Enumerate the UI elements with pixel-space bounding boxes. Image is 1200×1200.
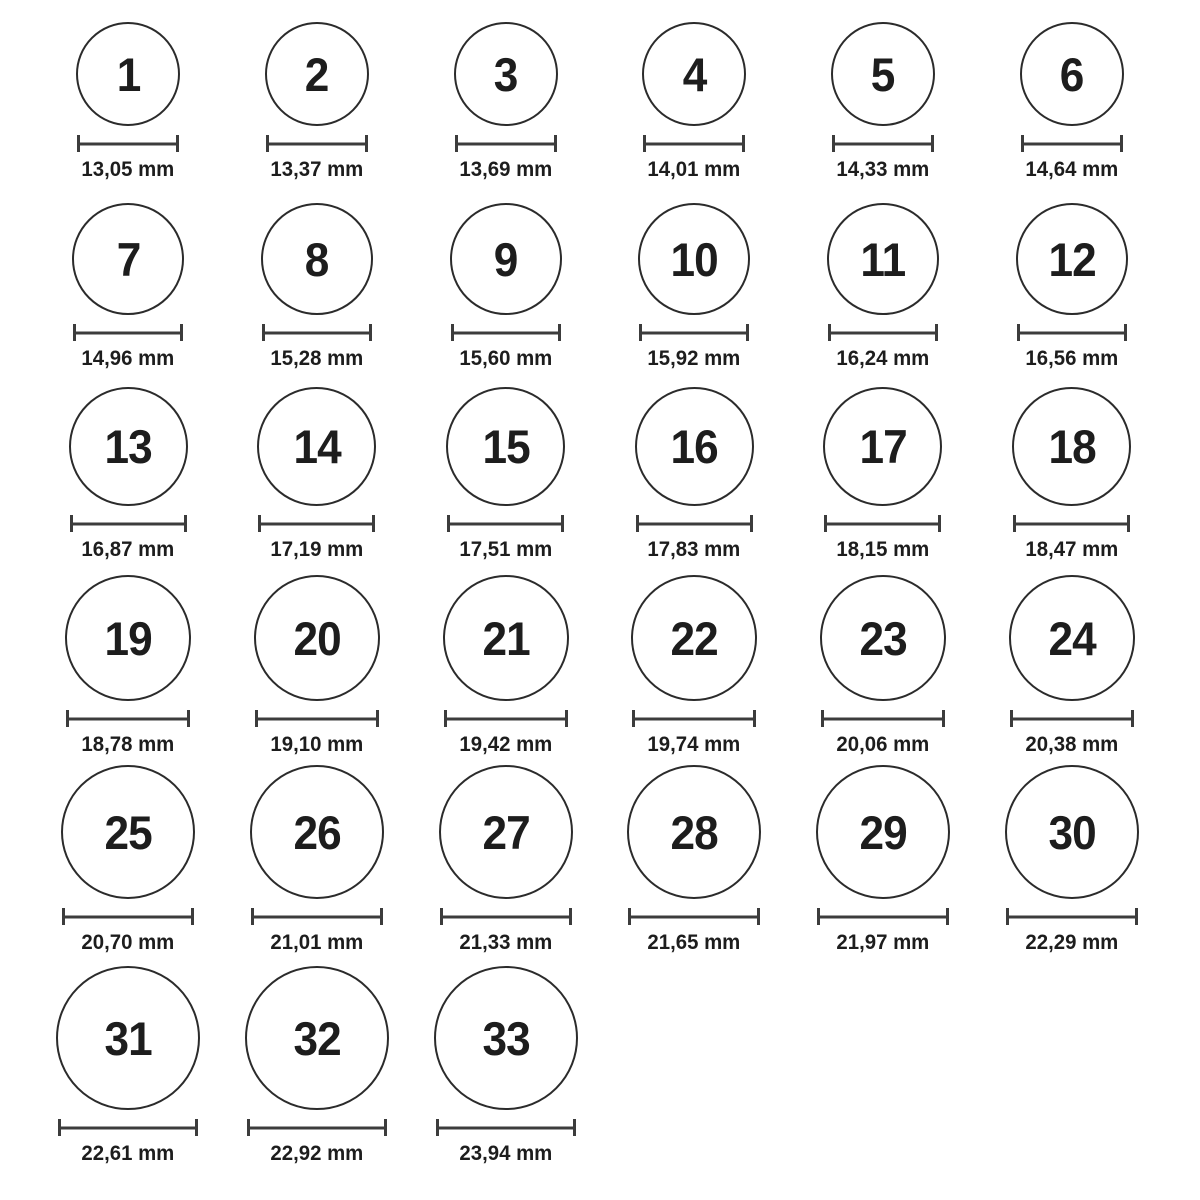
ruler-right-tick xyxy=(1124,324,1127,341)
ring-circle xyxy=(642,22,746,126)
ruler-line xyxy=(823,717,943,720)
diameter-label: 14,96 mm xyxy=(81,347,175,370)
ring-size-number: 30 xyxy=(1048,805,1096,859)
diameter-label: 17,19 mm xyxy=(270,538,364,561)
ruler-line xyxy=(819,915,947,918)
diameter-ruler-icon xyxy=(817,908,949,925)
chart-row-6 xyxy=(34,962,1166,1174)
ruler-right-tick xyxy=(1131,710,1134,727)
ruler-line xyxy=(641,331,747,334)
diameter-label: 18,15 mm xyxy=(836,538,930,561)
ring-size-cell xyxy=(223,190,412,379)
ring-size-number: 4 xyxy=(682,47,707,101)
diameter-label: 22,61 mm xyxy=(81,1142,175,1165)
ring-size-cell xyxy=(977,190,1166,379)
diameter-label: 23,94 mm xyxy=(459,1142,553,1165)
diameter-ruler-icon xyxy=(444,710,568,727)
diameter-ruler-icon xyxy=(628,908,760,925)
ruler-right-tick xyxy=(753,710,756,727)
ruler-right-tick xyxy=(187,710,190,727)
ruler-right-tick xyxy=(384,1119,387,1136)
diameter-label: 22,29 mm xyxy=(1025,931,1119,954)
ring-size-cell xyxy=(411,962,600,1174)
ring-size-number: 5 xyxy=(871,47,895,101)
ring-circle xyxy=(831,22,935,126)
ruler-right-tick xyxy=(573,1119,576,1136)
diameter-label: 17,51 mm xyxy=(459,538,553,561)
ring-size-number: 3 xyxy=(493,47,518,101)
diameter-ruler-icon xyxy=(643,135,745,152)
ring-size-cell xyxy=(411,570,600,765)
diameter-ruler-icon xyxy=(73,324,183,341)
ruler-line xyxy=(1008,915,1136,918)
ring-circle xyxy=(816,765,950,899)
diameter-label: 16,24 mm xyxy=(836,347,930,370)
ring-size-number: 17 xyxy=(859,420,907,473)
diameter-ruler-icon xyxy=(639,324,749,341)
ring-size-cell xyxy=(789,190,978,379)
ring-size-number: 23 xyxy=(859,611,907,665)
diameter-ruler-icon xyxy=(66,710,190,727)
diameter-label: 13,37 mm xyxy=(270,158,364,181)
diameter-ruler-icon xyxy=(1010,710,1134,727)
ruler-line xyxy=(449,522,562,525)
ring-size-number: 7 xyxy=(116,232,141,286)
ring-size-number: 26 xyxy=(293,805,341,859)
ring-size-number: 6 xyxy=(1059,47,1084,101)
ruler-right-tick xyxy=(180,324,183,341)
ruler-line xyxy=(1015,522,1128,525)
ruler-right-tick xyxy=(191,908,194,925)
ring-circle xyxy=(61,765,195,899)
ring-size-cell xyxy=(600,379,789,570)
diameter-label: 20,70 mm xyxy=(81,931,175,954)
ring-size-number: 15 xyxy=(482,420,530,473)
chart-row-4 xyxy=(34,570,1166,765)
diameter-label: 21,65 mm xyxy=(647,931,741,954)
ring-size-number: 16 xyxy=(670,420,718,473)
ruler-line xyxy=(1019,331,1125,334)
ring-size-cell xyxy=(411,765,600,963)
ring-circle xyxy=(1016,203,1128,315)
ring-size-number: 2 xyxy=(305,47,329,101)
ring-size-number: 33 xyxy=(482,1011,530,1065)
ring-size-cell xyxy=(789,570,978,765)
ring-size-cell xyxy=(223,0,412,190)
ruler-line xyxy=(260,522,373,525)
ring-circle xyxy=(827,203,939,315)
ring-size-cell xyxy=(789,379,978,570)
diameter-label: 18,47 mm xyxy=(1025,538,1119,561)
ruler-line xyxy=(1023,142,1121,145)
diameter-ruler-icon xyxy=(1021,135,1123,152)
ring-size-number: 31 xyxy=(104,1011,152,1065)
diameter-label: 16,56 mm xyxy=(1025,347,1119,370)
diameter-ruler-icon xyxy=(247,1119,387,1136)
ring-size-number: 32 xyxy=(293,1011,341,1065)
diameter-ruler-icon xyxy=(447,515,564,532)
ruler-line xyxy=(830,331,936,334)
ruler-right-tick xyxy=(935,324,938,341)
ruler-right-tick xyxy=(369,324,372,341)
ruler-line xyxy=(79,142,177,145)
diameter-ruler-icon xyxy=(70,515,187,532)
ring-size-cell xyxy=(411,190,600,379)
ruler-line xyxy=(638,522,751,525)
ring-size-cell xyxy=(600,190,789,379)
ruler-line xyxy=(630,915,758,918)
ring-circle xyxy=(446,387,565,506)
ring-circle xyxy=(265,22,369,126)
ring-size-number: 13 xyxy=(104,420,152,473)
ring-circle xyxy=(1009,575,1135,701)
ruler-line xyxy=(442,915,570,918)
diameter-ruler-icon xyxy=(1013,515,1130,532)
ring-circle xyxy=(443,575,569,701)
ruler-line xyxy=(257,717,377,720)
ring-circle xyxy=(439,765,573,899)
ring-size-cell xyxy=(34,190,223,379)
ring-size-number: 11 xyxy=(860,232,906,286)
diameter-ruler-icon xyxy=(440,908,572,925)
ring-circle xyxy=(635,387,754,506)
ruler-right-tick xyxy=(565,710,568,727)
ruler-line xyxy=(253,915,381,918)
ruler-right-tick xyxy=(554,135,557,152)
diameter-label: 20,06 mm xyxy=(836,733,930,756)
ring-size-cell xyxy=(223,379,412,570)
ruler-line xyxy=(834,142,932,145)
diameter-ruler-icon xyxy=(451,324,561,341)
diameter-label: 21,33 mm xyxy=(459,931,553,954)
ruler-right-tick xyxy=(1120,135,1123,152)
diameter-label: 15,60 mm xyxy=(459,347,553,370)
diameter-ruler-icon xyxy=(632,710,756,727)
ruler-right-tick xyxy=(365,135,368,152)
ring-size-cell xyxy=(34,379,223,570)
ruler-right-tick xyxy=(750,515,753,532)
ruler-right-tick xyxy=(195,1119,198,1136)
ruler-right-tick xyxy=(380,908,383,925)
diameter-ruler-icon xyxy=(436,1119,576,1136)
diameter-ruler-icon xyxy=(266,135,368,152)
ring-size-cell xyxy=(600,0,789,190)
diameter-ruler-icon xyxy=(255,710,379,727)
ruler-right-tick xyxy=(176,135,179,152)
ring-size-cell xyxy=(600,570,789,765)
diameter-label: 17,83 mm xyxy=(647,538,741,561)
ruler-line xyxy=(826,522,939,525)
ring-circle xyxy=(69,387,188,506)
diameter-label: 14,01 mm xyxy=(647,158,741,181)
diameter-label: 18,78 mm xyxy=(81,733,175,756)
ring-circle xyxy=(627,765,761,899)
ruler-right-tick xyxy=(742,135,745,152)
ring-size-number: 20 xyxy=(293,611,341,665)
diameter-ruler-icon xyxy=(1006,908,1138,925)
ruler-line xyxy=(68,717,188,720)
ring-size-cell xyxy=(789,765,978,963)
diameter-ruler-icon xyxy=(824,515,941,532)
ring-size-number: 8 xyxy=(305,232,329,286)
ring-circle xyxy=(257,387,376,506)
ring-size-cell xyxy=(34,765,223,963)
ring-circle xyxy=(454,22,558,126)
ruler-line xyxy=(72,522,185,525)
ruler-line xyxy=(438,1126,574,1129)
ring-circle xyxy=(261,203,373,315)
ring-circle xyxy=(820,575,946,701)
ring-size-cell xyxy=(411,0,600,190)
ring-size-cell xyxy=(34,0,223,190)
diameter-label: 21,01 mm xyxy=(270,931,364,954)
ring-size-number: 22 xyxy=(670,611,718,665)
ring-size-number: 18 xyxy=(1048,420,1096,473)
ruler-right-tick xyxy=(938,515,941,532)
ruler-right-tick xyxy=(942,710,945,727)
diameter-ruler-icon xyxy=(251,908,383,925)
ring-circle xyxy=(254,575,380,701)
chart-row-2 xyxy=(34,190,1166,379)
ring-size-number: 25 xyxy=(104,805,152,859)
ring-circle xyxy=(250,765,384,899)
ring-size-cell xyxy=(223,765,412,963)
ruler-line xyxy=(446,717,566,720)
ring-circle xyxy=(72,203,184,315)
ring-size-number: 28 xyxy=(670,805,718,859)
ruler-line xyxy=(60,1126,196,1129)
diameter-ruler-icon xyxy=(62,908,194,925)
diameter-label: 13,69 mm xyxy=(459,158,553,181)
ruler-line xyxy=(75,331,181,334)
ruler-right-tick xyxy=(184,515,187,532)
ruler-right-tick xyxy=(561,515,564,532)
ring-size-cell xyxy=(34,962,223,1174)
diameter-label: 13,05 mm xyxy=(81,158,175,181)
ruler-right-tick xyxy=(372,515,375,532)
ruler-line xyxy=(457,142,555,145)
ruler-line xyxy=(249,1126,385,1129)
ruler-right-tick xyxy=(946,908,949,925)
ruler-line xyxy=(264,331,370,334)
diameter-label: 14,33 mm xyxy=(836,158,930,181)
diameter-ruler-icon xyxy=(258,515,375,532)
ruler-line xyxy=(1012,717,1132,720)
diameter-label: 15,28 mm xyxy=(270,347,364,370)
ring-circle xyxy=(1005,765,1139,899)
ring-size-cell xyxy=(223,570,412,765)
ruler-right-tick xyxy=(376,710,379,727)
diameter-label: 14,64 mm xyxy=(1025,158,1119,181)
ring-size-cell xyxy=(789,0,978,190)
ring-circle xyxy=(56,966,200,1110)
ruler-right-tick xyxy=(746,324,749,341)
diameter-ruler-icon xyxy=(828,324,938,341)
ring-circle xyxy=(450,203,562,315)
ring-size-number: 1 xyxy=(116,47,141,101)
diameter-label: 16,87 mm xyxy=(81,538,175,561)
diameter-ruler-icon xyxy=(262,324,372,341)
ring-size-cell xyxy=(977,570,1166,765)
diameter-label: 19,42 mm xyxy=(459,733,553,756)
diameter-ruler-icon xyxy=(636,515,753,532)
diameter-ruler-icon xyxy=(832,135,934,152)
ring-size-number: 12 xyxy=(1048,232,1096,286)
ruler-line xyxy=(634,717,754,720)
diameter-ruler-icon xyxy=(455,135,557,152)
ruler-right-tick xyxy=(1135,908,1138,925)
ring-circle xyxy=(1012,387,1131,506)
ruler-line xyxy=(645,142,743,145)
ruler-line xyxy=(453,331,559,334)
diameter-label: 15,92 mm xyxy=(647,347,741,370)
ring-size-number: 10 xyxy=(670,232,718,286)
ring-size-number: 24 xyxy=(1048,611,1096,665)
ring-circle xyxy=(65,575,191,701)
ring-size-cell xyxy=(34,570,223,765)
ring-circle xyxy=(823,387,942,506)
ruler-right-tick xyxy=(569,908,572,925)
ring-circle xyxy=(245,966,389,1110)
ring-size-cell xyxy=(600,765,789,963)
ring-size-cell xyxy=(411,379,600,570)
ruler-right-tick xyxy=(931,135,934,152)
ring-size-number: 14 xyxy=(293,420,341,473)
ring-size-cell xyxy=(977,0,1166,190)
diameter-label: 19,10 mm xyxy=(270,733,364,756)
ring-size-number: 27 xyxy=(482,805,530,859)
ring-circle xyxy=(434,966,578,1110)
ring-circle xyxy=(76,22,180,126)
chart-row-3 xyxy=(34,379,1166,570)
ring-size-cell xyxy=(223,962,412,1174)
diameter-label: 21,97 mm xyxy=(836,931,930,954)
ring-size-cell xyxy=(977,765,1166,963)
ruler-line xyxy=(268,142,366,145)
diameter-label: 22,92 mm xyxy=(270,1142,364,1165)
ruler-right-tick xyxy=(757,908,760,925)
ring-size-cell xyxy=(977,379,1166,570)
diameter-ruler-icon xyxy=(821,710,945,727)
ring-circle xyxy=(1020,22,1124,126)
ring-size-number: 19 xyxy=(104,611,152,665)
ring-circle xyxy=(638,203,750,315)
ruler-line xyxy=(64,915,192,918)
ruler-right-tick xyxy=(558,324,561,341)
chart-row-5 xyxy=(34,765,1166,962)
ring-size-number: 21 xyxy=(482,611,530,665)
ring-size-number: 29 xyxy=(859,805,907,859)
diameter-label: 20,38 mm xyxy=(1025,733,1119,756)
ring-circle xyxy=(631,575,757,701)
diameter-ruler-icon xyxy=(77,135,179,152)
diameter-ruler-icon xyxy=(58,1119,198,1136)
diameter-ruler-icon xyxy=(1017,324,1127,341)
ruler-right-tick xyxy=(1127,515,1130,532)
ring-size-number: 9 xyxy=(493,232,518,286)
diameter-label: 19,74 mm xyxy=(647,733,741,756)
chart-row-1 xyxy=(34,0,1166,190)
